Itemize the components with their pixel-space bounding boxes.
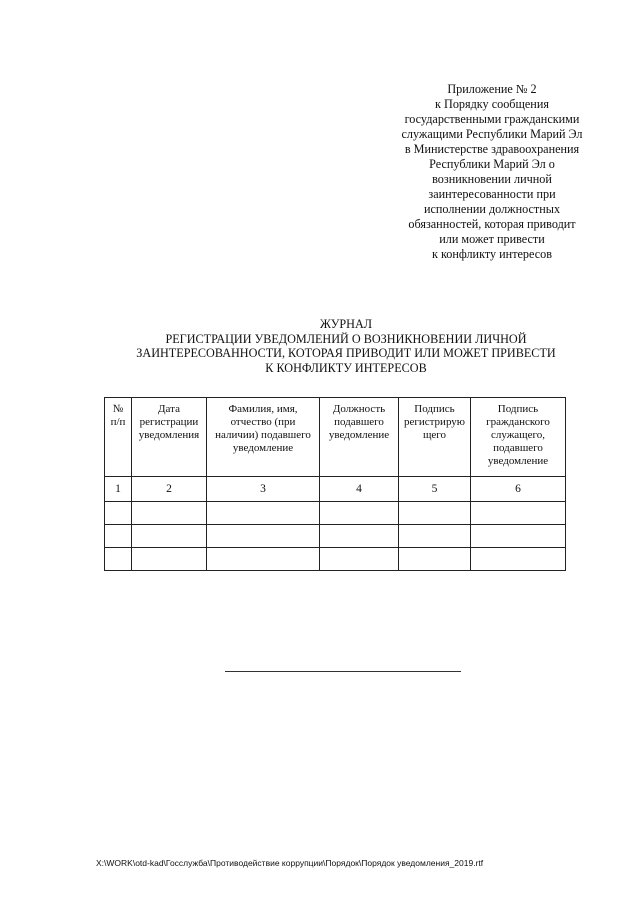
table-cell <box>132 525 207 548</box>
header-number: № п/п <box>105 398 132 477</box>
column-number: 3 <box>207 477 320 502</box>
file-path-footer: X:\WORK\otd-kad\Госслужба\Противодействие коррупции\Порядок\Порядок уведомления_2019.rtf <box>96 858 484 868</box>
header-registrar-signature: Подпись регистрирую щего <box>399 398 471 477</box>
header-servant-signature: Подпись гражданского служащего, подавшего уведомление <box>471 398 566 477</box>
appendix-line: служащими Республики Марий Эл <box>401 127 583 141</box>
title-line: РЕГИСТРАЦИИ УВЕДОМЛЕНИЙ О ВОЗНИКНОВЕНИИ ЛИЧНОЙ <box>165 331 527 346</box>
column-number: 4 <box>320 477 399 502</box>
appendix-line: заинтересованности при <box>428 187 556 201</box>
title-line: ЗАИНТЕРЕСОВАННОСТИ, КОТОРАЯ ПРИВОДИТ ИЛИ МОЖЕТ ПРИВЕСТИ <box>136 346 556 360</box>
appendix-line: Приложение № 2 <box>447 82 537 96</box>
appendix-line: Республики Марий Эл о <box>429 157 555 171</box>
signature-line <box>225 671 461 672</box>
table-cell <box>132 502 207 525</box>
table-cell <box>471 525 566 548</box>
table-header-row <box>105 398 566 477</box>
table-cell <box>471 548 566 571</box>
table-cell <box>105 525 132 548</box>
appendix-line: к конфликту интересов <box>432 247 552 261</box>
table-cell <box>207 525 320 548</box>
journal-title <box>104 317 588 375</box>
table-cell <box>399 525 471 548</box>
appendix-line: обязанностей, которая приводит <box>408 217 576 231</box>
table-cell <box>132 548 207 571</box>
column-number: 5 <box>399 477 471 502</box>
appendix-line: государственными гражданскими <box>404 112 580 126</box>
table-cell <box>105 502 132 525</box>
header-position: Должность подавшего уведомление <box>320 398 399 477</box>
table-cell <box>320 525 399 548</box>
title-line: К КОНФЛИКТУ ИНТЕРЕСОВ <box>265 360 427 375</box>
appendix-line: к Порядку сообщения <box>435 97 549 111</box>
column-number: 1 <box>105 477 132 502</box>
table-cell <box>399 548 471 571</box>
appendix-line: исполнении должностных <box>423 202 561 216</box>
appendix-line: возникновении личной <box>432 172 552 186</box>
table-row <box>105 525 566 548</box>
table-row <box>105 502 566 525</box>
table-cell <box>320 502 399 525</box>
title-line: ЖУРНАЛ <box>319 317 373 331</box>
table-cell <box>320 548 399 571</box>
table-cell <box>471 502 566 525</box>
appendix-line: или может привести <box>439 232 545 246</box>
table-cell <box>207 548 320 571</box>
header-registration-date: Дата регистрации уведомления <box>132 398 207 477</box>
column-number: 2 <box>132 477 207 502</box>
table-cell <box>105 548 132 571</box>
registration-table <box>104 397 566 571</box>
column-number-row <box>105 477 566 502</box>
column-number: 6 <box>471 477 566 502</box>
appendix-header <box>366 82 618 262</box>
table-row <box>105 548 566 571</box>
appendix-line: в Министерстве здравоохранения <box>404 142 580 156</box>
header-full-name: Фамилия, имя, отчество (при наличии) подавшего уведомление <box>207 398 320 477</box>
table-cell <box>399 502 471 525</box>
table-cell <box>207 502 320 525</box>
